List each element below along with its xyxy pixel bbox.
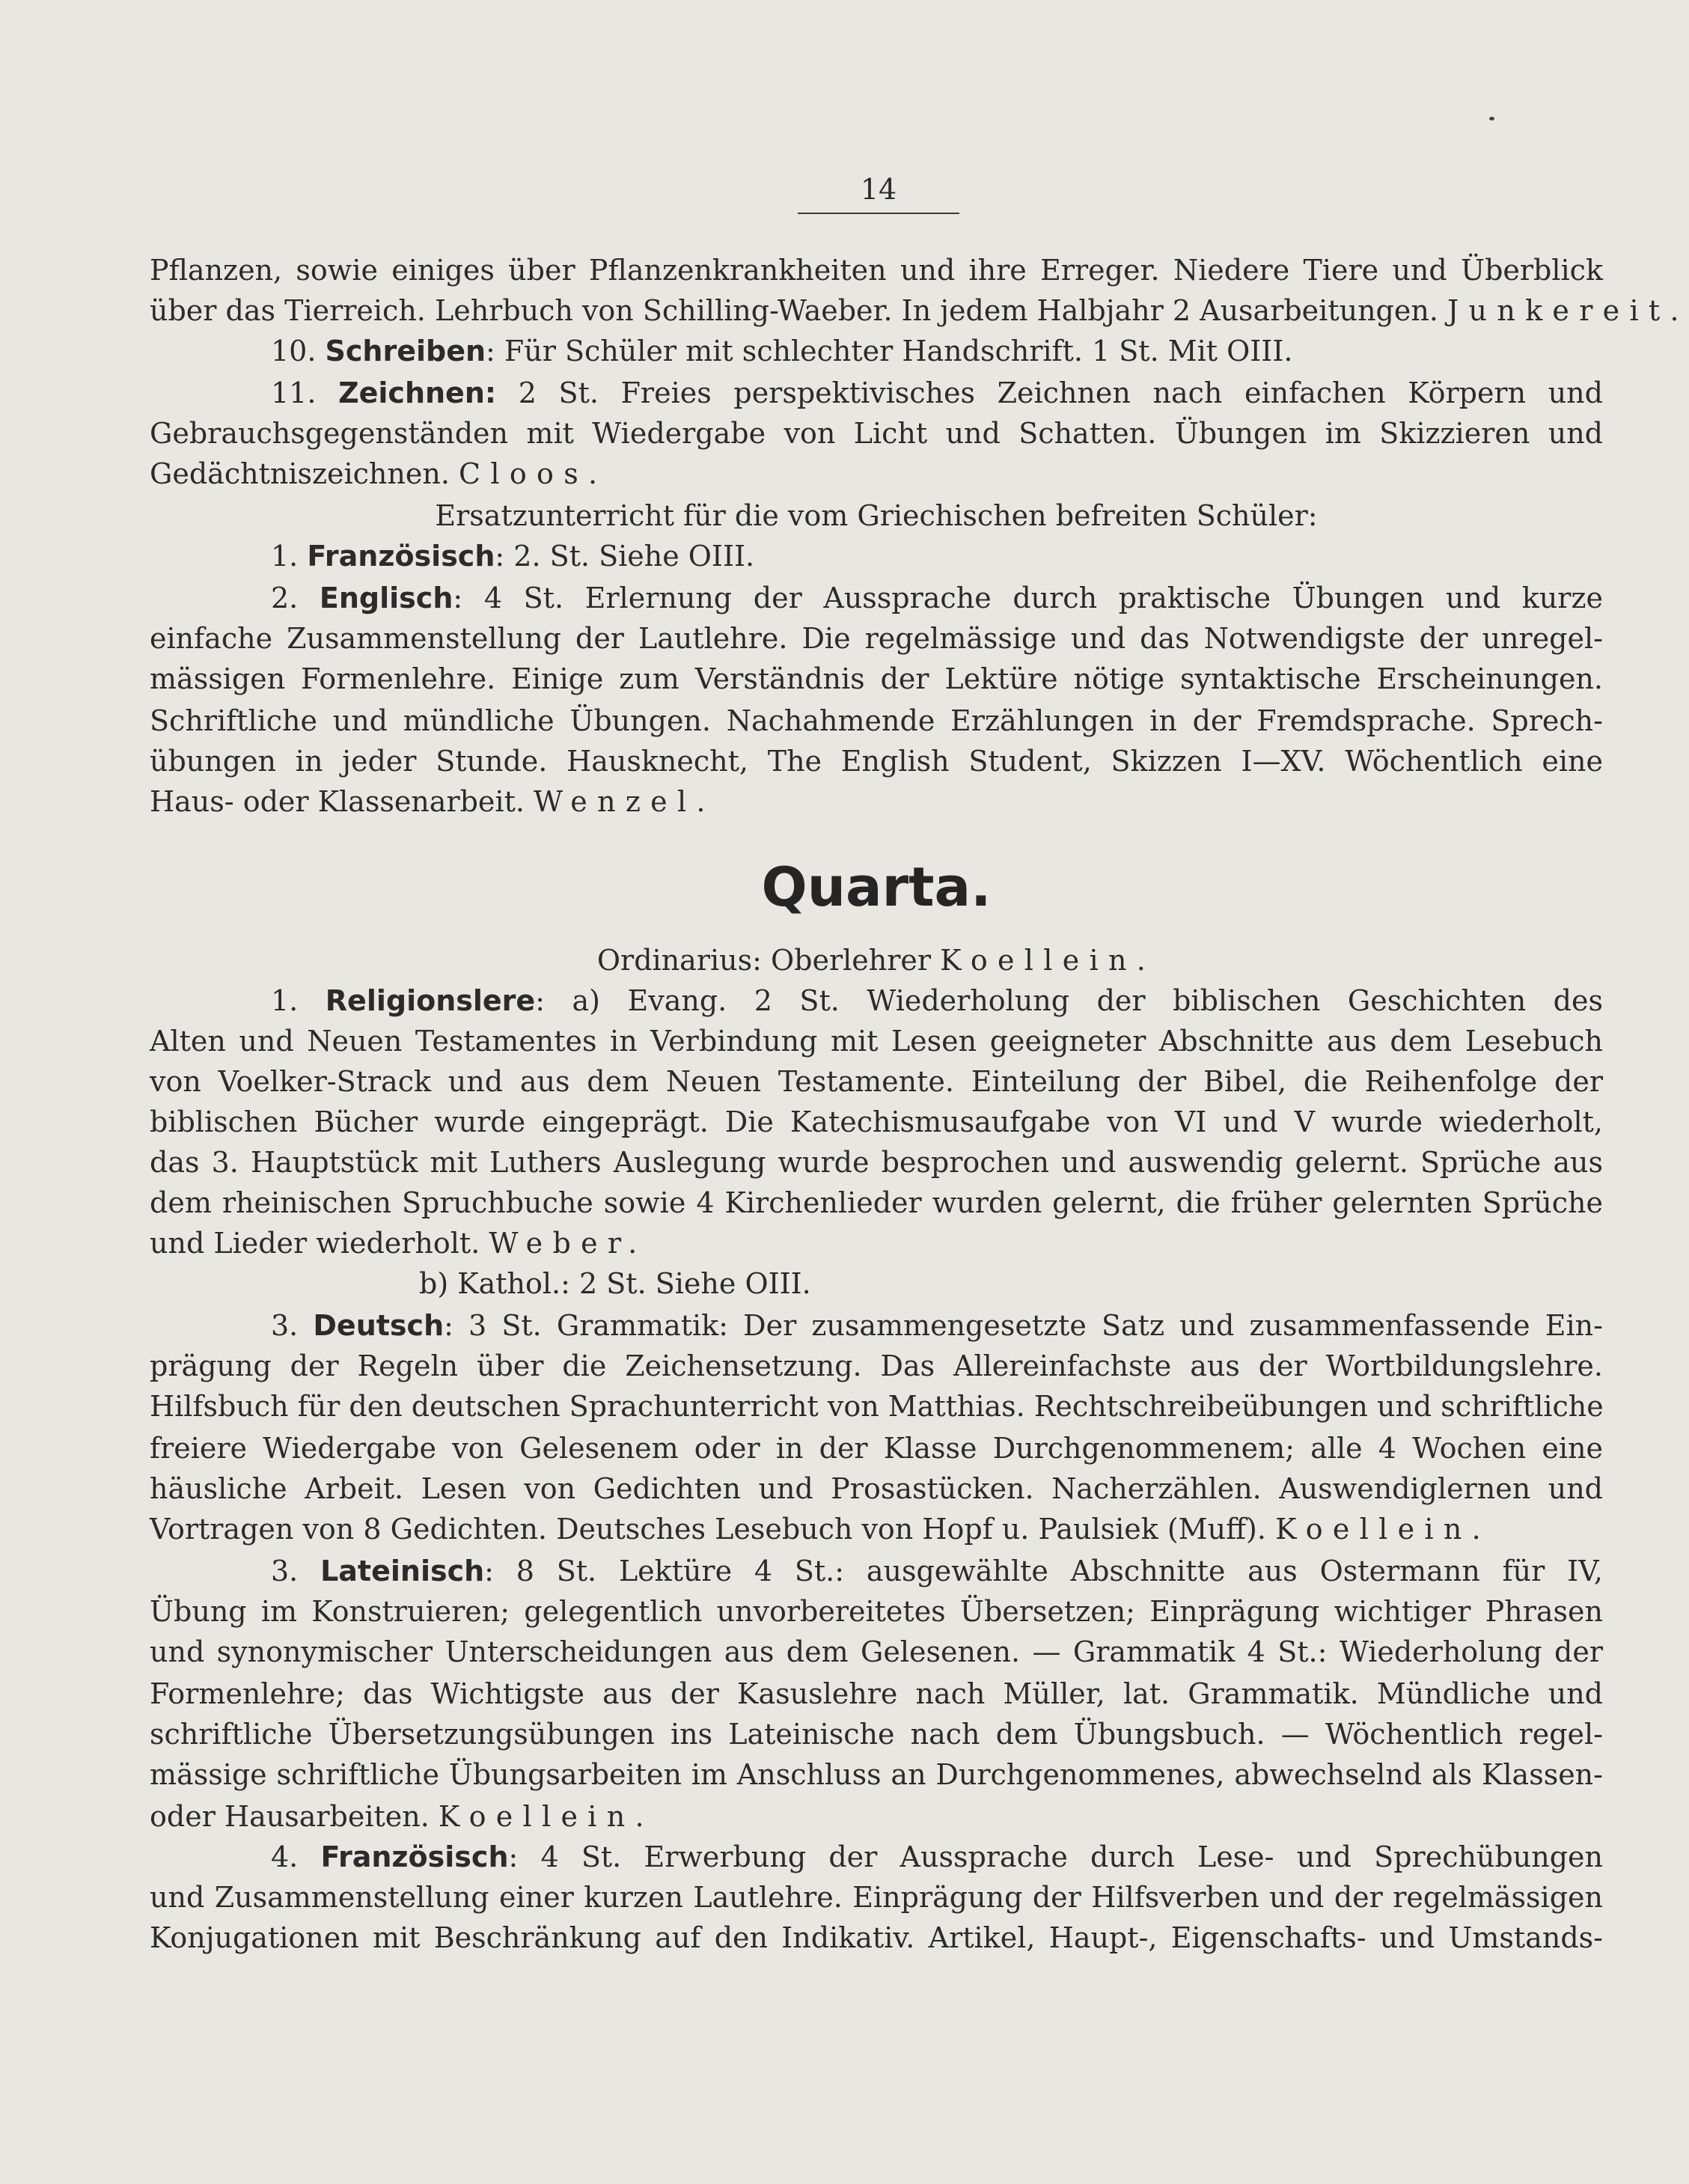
section-title: Quarta. xyxy=(761,855,992,918)
text-line: einfache Zusammenstellung der Lautlehre. Die regelmässige und das Notwendigste der unregel- xyxy=(150,622,1603,655)
subject-line: 1. Religionslere: a) Evang. 2 St. Wiederholung der biblischen Geschichten des xyxy=(271,984,1603,1017)
subject-line: 3. Lateinisch: 8 St. Lektüre 4 St.: ausgewählte Abschnitte aus Ostermann für IV, xyxy=(271,1555,1603,1587)
subject-heading: Religionslere xyxy=(325,984,536,1017)
text-line: Übung im Konstruieren; gelegentlich unvorbereitetes Übersetzen; Einprägung wichtiger Phrasen xyxy=(150,1595,1603,1628)
subject-line: 2. Englisch: 4 St. Erlernung der Aussprache durch praktische Übungen und kurze xyxy=(271,582,1603,614)
teacher-name: Junkereit. xyxy=(1447,294,1689,327)
teacher-name: Wenzel. xyxy=(534,785,715,818)
text-line: freiere Wiedergabe von Gelesenem oder in der Klasse Durchgenommenem; alle 4 Wochen eine xyxy=(150,1432,1603,1465)
text-line: Hilfsbuch für den deutschen Sprachunterricht von Matthias. Rechtschreibeübungen und schriftliche xyxy=(150,1390,1604,1423)
text-line: über das Tierreich. Lehrbuch von Schilling-Waeber. In jedem Halbjahr 2 Ausarbeitungen. Junkereit. xyxy=(150,294,1689,327)
page-number-rule xyxy=(798,213,959,214)
text-line: Konjugationen mit Beschränkung auf den Indikativ. Artikel, Haupt-, Eigenschafts- und Umstands- xyxy=(150,1921,1603,1954)
text-line: dem rheinischen Spruchbuche sowie 4 Kirchenlieder wurden gelernt, die früher gelernten Sprüche xyxy=(150,1186,1603,1219)
teacher-name: Koellein. xyxy=(1275,1513,1491,1546)
page-number: 14 xyxy=(860,173,897,206)
subject-line: 11. Zeichnen: 2 St. Freies perspektivisches Zeichnen nach einfachen Körpern und xyxy=(271,376,1603,409)
subject-line: 4. Französisch: 4 St. Erwerbung der Aussprache durch Lese- und Sprechübungen xyxy=(271,1840,1603,1873)
text-line: Ersatzunterricht für die vom Griechischen befreiten Schüler: xyxy=(435,499,1318,532)
text-line: Alten und Neuen Testamentes in Verbindung mit Lesen geeigneter Abschnitte aus dem Lesebuch xyxy=(150,1025,1603,1058)
text-line: biblischen Bücher wurde eingeprägt. Die Katechismusaufgabe von VI und V wurde wiederholt, xyxy=(150,1105,1603,1138)
subject-heading: Deutsch xyxy=(313,1309,445,1342)
text-line: Formenlehre; das Wichtigste aus der Kasuslehre nach Müller, lat. Grammatik. Mündliche und xyxy=(150,1677,1603,1710)
text-line: mässigen Formenlehre. Einige zum Verständnis der Lektüre nötige syntaktische Erscheinungen. xyxy=(150,662,1603,695)
subject-line: 1. Französisch: 2. St. Siehe OIII. xyxy=(271,540,755,573)
subject-heading: Französisch xyxy=(307,540,495,573)
text-line: Gedächtniszeichnen. Cloos. xyxy=(150,457,608,490)
text-line: von Voelker-Strack und aus dem Neuen Testamente. Einteilung der Bibel, die Reihenfolge der xyxy=(150,1065,1603,1098)
text-line: oder Hausarbeiten. Koellein. xyxy=(150,1800,654,1833)
text-line: prägung der Regeln über die Zeichensetzung. Das Allereinfachste aus der Wortbildungslehre. xyxy=(150,1349,1603,1382)
text-line: und synonymischer Unterscheidungen aus dem Gelesenen. — Grammatik 4 St.: Wiederholung der xyxy=(150,1635,1603,1668)
teacher-name: Weber. xyxy=(489,1227,647,1260)
ordinarius-line: Ordinarius: Oberlehrer Koellein. xyxy=(596,944,1156,977)
text-line: Pflanzen, sowie einiges über Pflanzenkrankheiten und ihre Erreger. Niedere Tiere und Überblick xyxy=(150,254,1603,287)
text-line: schriftliche Übersetzungsübungen ins Lateinische nach dem Übungsbuch. — Wöchentlich regel- xyxy=(150,1718,1603,1751)
subject-heading: Zeichnen: xyxy=(338,376,497,409)
subject-line: 10. Schreiben: Für Schüler mit schlechter Handschrift. 1 St. Mit OIII. xyxy=(271,335,1293,367)
subject-heading: Schreiben xyxy=(325,335,486,367)
text-line: Gebrauchsgegenständen mit Wiedergabe von Licht und Schatten. Übungen im Skizzieren und xyxy=(150,417,1603,450)
text-line: das 3. Hauptstück mit Luthers Auslegung wurde besprochen und auswendig gelernt. Sprüche aus xyxy=(150,1146,1603,1179)
subject-heading: Lateinisch xyxy=(320,1555,485,1587)
text-line: und Lieder wiederholt. Weber. xyxy=(150,1227,647,1260)
text-line: Vortragen von 8 Gedichten. Deutsches Lesebuch von Hopf u. Paulsiek (Muff). Koellein. xyxy=(150,1513,1491,1546)
teacher-name: Koellein. xyxy=(940,944,1156,977)
text-line: Haus- oder Klassenarbeit. Wenzel. xyxy=(150,785,715,818)
teacher-name: Koellein. xyxy=(438,1800,654,1833)
ink-speck xyxy=(1489,117,1494,121)
teacher-name: Cloos. xyxy=(459,457,608,490)
text-line: und Zusammenstellung einer kurzen Lautlehre. Einprägung der Hilfsverben und der regelmässigen xyxy=(150,1881,1603,1914)
subject-line: 3. Deutsch: 3 St. Grammatik: Der zusammengesetzte Satz und zusammenfassende Ein- xyxy=(271,1309,1603,1342)
text-line: übungen in jeder Stunde. Hausknecht, The English Student, Skizzen I—XV. Wöchentlich eine xyxy=(150,745,1603,778)
text-line: b) Kathol.: 2 St. Siehe OIII. xyxy=(419,1267,811,1300)
text-line: häusliche Arbeit. Lesen von Gedichten und Prosastücken. Nacherzählen. Auswendiglernen und xyxy=(150,1472,1603,1505)
text-line: mässige schriftliche Übungsarbeiten im Anschluss an Durchgenommenes, abwechselnd als Klassen- xyxy=(150,1758,1603,1791)
subject-heading: Englisch xyxy=(319,582,453,614)
text-line: Schriftliche und mündliche Übungen. Nachahmende Erzählungen in der Fremdsprache. Sprech- xyxy=(150,704,1603,737)
subject-heading: Französisch xyxy=(320,1840,509,1873)
